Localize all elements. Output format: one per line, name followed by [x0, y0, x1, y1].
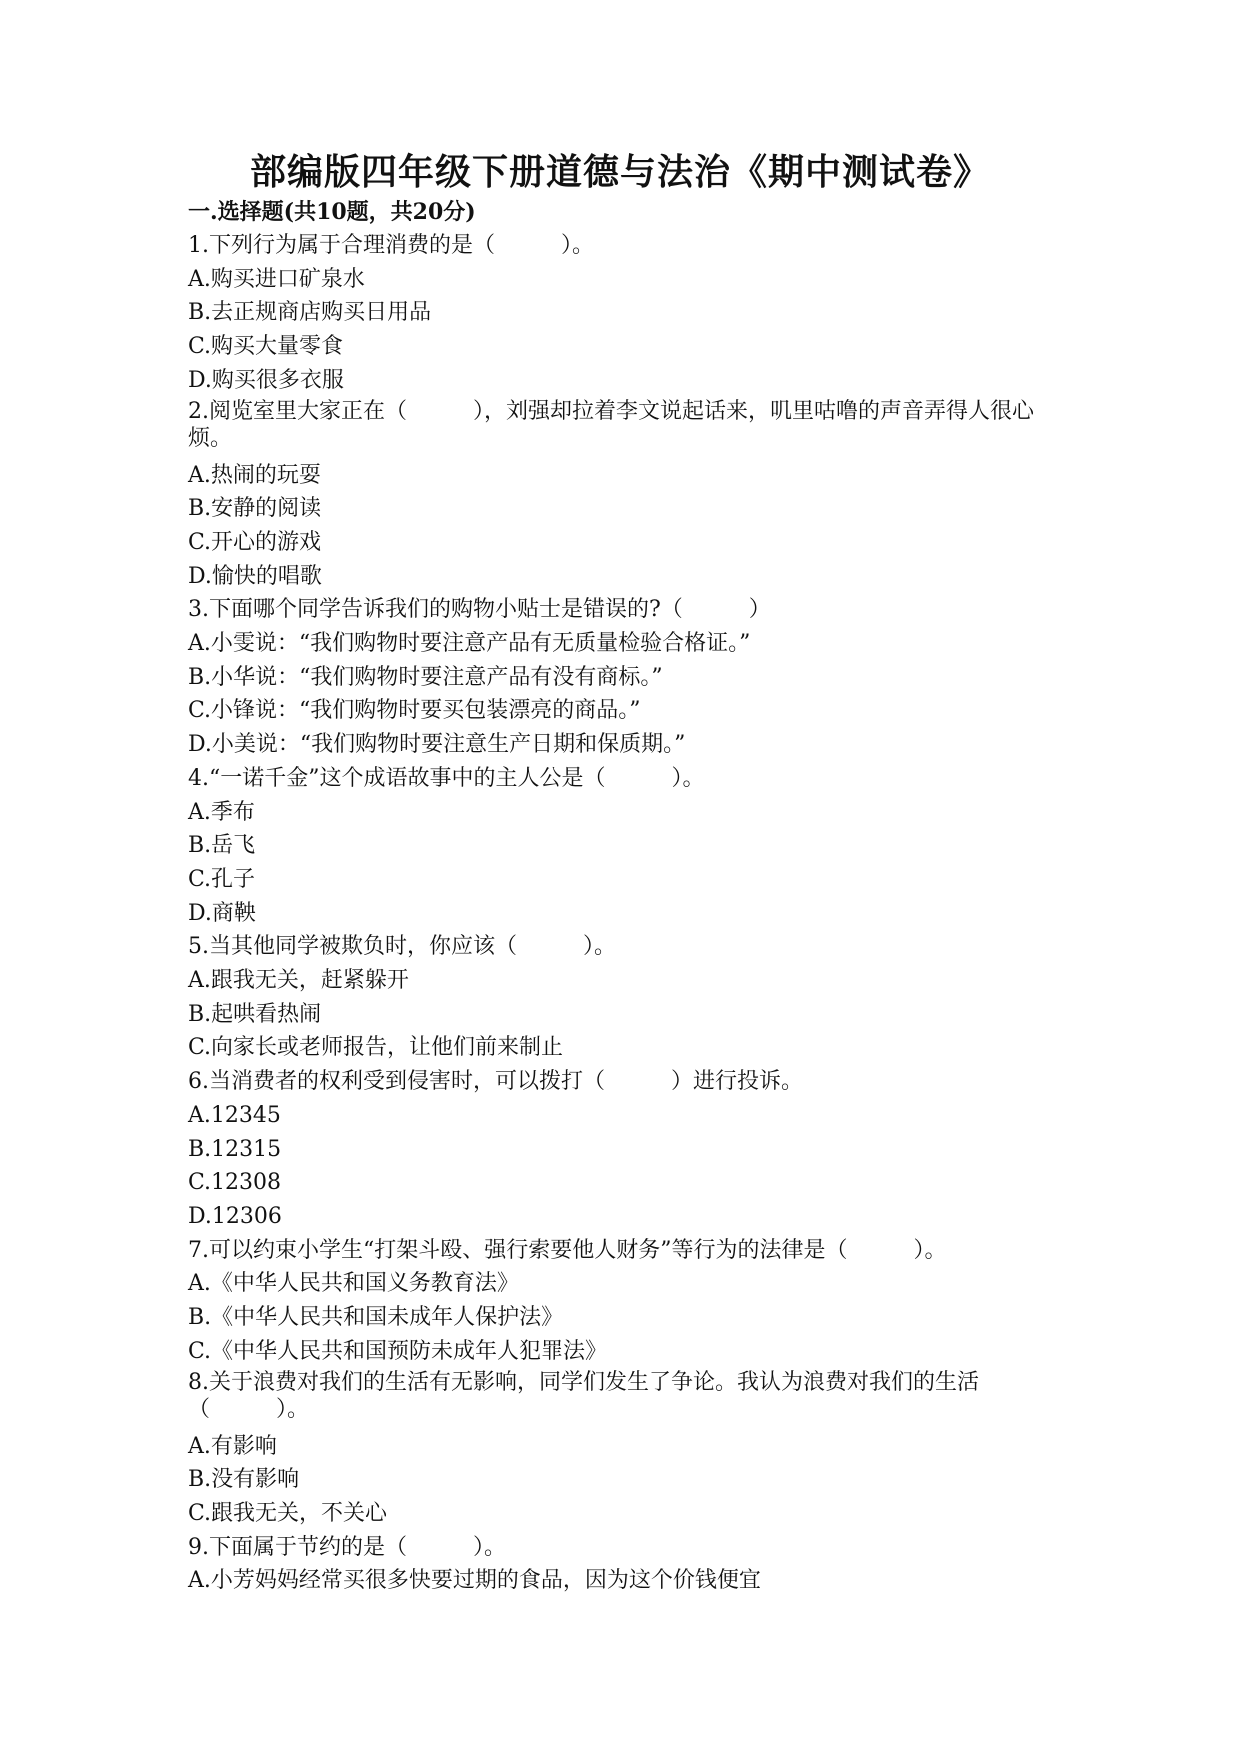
- option: A.购买进口矿泉水: [188, 266, 365, 292]
- option: C.12308: [188, 1170, 282, 1196]
- option: C.向家长或老师报告，让他们前来制止: [188, 1035, 564, 1061]
- option: A.12345: [188, 1102, 281, 1128]
- question-stem: 3.下面哪个同学告诉我们的购物小贴士是错误的?（ ）: [188, 597, 771, 623]
- question-9: [188, 1531, 1068, 1598]
- option: D.愉快的唱歌: [188, 563, 322, 589]
- option: B.小华说：“我们购物时要注意产品有没有商标。”: [188, 664, 663, 690]
- question-stem: 1.下列行为属于合理消费的是（ ）。: [188, 233, 594, 258]
- option: A.热闹的玩耍: [188, 462, 321, 488]
- option: D.12306: [188, 1203, 282, 1229]
- option: C.购买大量零食: [188, 334, 344, 360]
- option: B.安静的阅读: [188, 496, 322, 522]
- question-stem: 8.关于浪费对我们的生活有无影响，同学们发生了争论。我认为浪费对我们的生活（ ）。: [188, 1369, 979, 1422]
- option: C.小锋说：“我们购物时要买包装漂亮的商品。”: [188, 698, 641, 724]
- option: B.12315: [188, 1136, 282, 1162]
- option: B.《中华人民共和国未成年人保护法》: [188, 1305, 564, 1331]
- option: A.《中华人民共和国义务教育法》: [188, 1271, 519, 1297]
- option: B.岳飞: [188, 833, 256, 859]
- question-5: [188, 930, 1068, 1065]
- option: A.小芳妈妈经常买很多快要过期的食品，因为这个价钱便宜: [188, 1568, 761, 1594]
- question-stem: 7.可以约束小学生“打架斗殴、强行索要他人财务”等行为的法律是（ ）。: [188, 1237, 947, 1263]
- option: C.开心的游戏: [188, 529, 322, 555]
- option: A.小雯说：“我们购物时要注意产品有无质量检验合格证。”: [188, 631, 751, 657]
- question-8: [188, 1369, 1068, 1531]
- question-stem: 5.当其他同学被欺负时，你应该（ ）。: [188, 934, 616, 960]
- question-6: [188, 1065, 1068, 1234]
- question-stem: 6.当消费者的权利受到侵害时，可以拨打（ ）进行投诉。: [188, 1069, 803, 1095]
- option: B.去正规商店购买日用品: [188, 300, 432, 326]
- option: B.起哄看热闹: [188, 1001, 322, 1027]
- option: A.季布: [188, 799, 255, 825]
- question-3: [188, 593, 1068, 762]
- question-7: [188, 1234, 1068, 1369]
- section-heading-multiple-choice: 一.选择题(共10题，共20分): [188, 199, 476, 225]
- option: C.孔子: [188, 866, 256, 892]
- option: C.《中华人民共和国预防未成年人犯罪法》: [188, 1338, 608, 1364]
- question-list: [188, 229, 1068, 1598]
- option: C.跟我无关，不关心: [188, 1500, 388, 1526]
- option: A.有影响: [188, 1433, 277, 1459]
- exam-title: 部编版四年级下册道德与法治《期中测试卷》: [249, 151, 990, 193]
- option: A.跟我无关，赶紧躲开: [188, 968, 409, 994]
- question-stem: 9.下面属于节约的是（ ）。: [188, 1534, 506, 1560]
- question-stem: 4.“一诺千金”这个成语故事中的主人公是（ ）。: [188, 765, 705, 791]
- question-4: [188, 762, 1068, 931]
- option: D.小美说：“我们购物时要注意生产日期和保质期。”: [188, 732, 686, 758]
- question-1: [188, 229, 1068, 398]
- option: D.商鞅: [188, 900, 256, 926]
- option: B.没有影响: [188, 1467, 300, 1493]
- question-2: [188, 398, 1068, 594]
- option: D.购买很多衣服: [188, 367, 344, 393]
- question-stem: 2.阅览室里大家正在（ ），刘强却拉着李文说起话来，叽里咕噜的声音弄得人很心烦。: [188, 398, 1034, 451]
